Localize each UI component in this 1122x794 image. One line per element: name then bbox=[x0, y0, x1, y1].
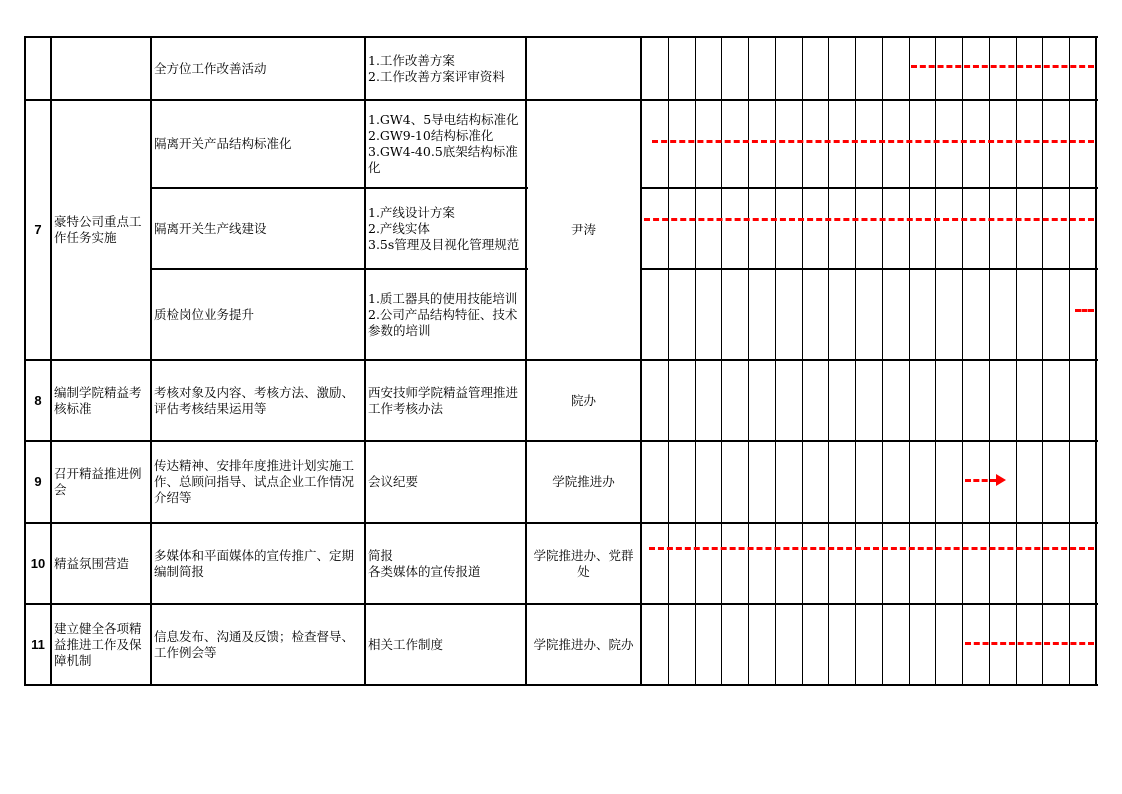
period-gridline bbox=[855, 37, 856, 685]
task-name-text: 编制学院精益考核标准 bbox=[54, 384, 142, 416]
schedule-bar-qc-training bbox=[1075, 309, 1094, 312]
row-border bbox=[25, 36, 1098, 38]
task-name bbox=[51, 441, 151, 523]
row-border bbox=[25, 684, 1098, 686]
work-content-text: 全方位工作改善活动 bbox=[154, 60, 267, 76]
deliverable-text: 1.GW4、5导电结构标准化 2.GW9-10结构标准化 3.GW4-40.5底架结构标准化 bbox=[368, 112, 519, 175]
schedule-bar-improvement bbox=[911, 65, 1094, 68]
work-content bbox=[151, 37, 365, 100]
task-name bbox=[51, 604, 151, 685]
row-number bbox=[25, 37, 51, 100]
owner bbox=[526, 441, 641, 523]
deliverable bbox=[365, 269, 526, 360]
deliverable-text: 相关工作制度 bbox=[368, 636, 444, 652]
work-content-text: 隔离开关生产线建设 bbox=[154, 220, 267, 236]
owner-text: 学院推进办 bbox=[552, 474, 615, 489]
period-gridline bbox=[882, 37, 883, 685]
column-border bbox=[525, 36, 527, 686]
deliverable bbox=[365, 100, 526, 188]
owner-text: 学院推进办、院办 bbox=[533, 636, 634, 652]
row-border bbox=[25, 359, 1098, 361]
deliverable bbox=[365, 37, 526, 100]
work-content bbox=[151, 360, 365, 441]
deliverable-text: 1.质工器具的使用技能培训 2.公司产品结构特征、技术参数的培训 bbox=[368, 290, 518, 338]
work-content-text: 传达精神、安排年度推进计划实施工作、总顾问指导、试点企业工作情况介绍等 bbox=[154, 458, 355, 505]
work-content bbox=[151, 100, 365, 188]
owner bbox=[526, 37, 641, 100]
period-gridline bbox=[828, 37, 829, 685]
row-number bbox=[25, 604, 51, 685]
deliverable-text: 1.产线设计方案 2.产线实体 3.5s管理及目视化管理规范 bbox=[368, 204, 520, 252]
task-name-text: 豪特公司重点工作任务实施 bbox=[54, 214, 142, 245]
schedule-bar-mechanisms bbox=[965, 642, 1094, 645]
period-gridline bbox=[802, 37, 803, 685]
arrowhead-icon bbox=[996, 474, 1006, 486]
owner bbox=[526, 523, 641, 604]
schedule-bar-atmosphere bbox=[649, 547, 1094, 550]
schedule-bar-production-line bbox=[644, 218, 1094, 221]
deliverable bbox=[365, 360, 526, 441]
work-content bbox=[151, 523, 365, 604]
deliverable bbox=[365, 523, 526, 604]
row-number bbox=[25, 523, 51, 604]
row-border bbox=[151, 268, 528, 270]
row-number-text: 10 bbox=[30, 555, 46, 571]
deliverable-text: 会议纪要 bbox=[368, 474, 419, 489]
period-gridline bbox=[909, 37, 910, 685]
owner-text: 尹涛 bbox=[570, 222, 596, 237]
deliverable-text: 西安技师学院精益管理推进工作考核办法 bbox=[368, 384, 519, 416]
row-border bbox=[641, 268, 1098, 270]
column-border bbox=[150, 36, 152, 686]
owner-text: 学院推进办、党群处 bbox=[533, 547, 634, 579]
schedule-bar-promotion-meeting bbox=[965, 479, 996, 482]
row-border bbox=[25, 440, 1098, 442]
task-name-text: 精益氛围营造 bbox=[54, 555, 130, 571]
period-gridline bbox=[775, 37, 776, 685]
period-gridline bbox=[962, 37, 963, 685]
period-gridline bbox=[721, 37, 722, 685]
task-name bbox=[51, 37, 151, 100]
period-gridline bbox=[748, 37, 749, 685]
task-name-text: 建立健全各项精益推进工作及保障机制 bbox=[54, 620, 142, 668]
row-number-text: 9 bbox=[34, 474, 42, 489]
deliverable-text: 简报 各类媒体的宣传报道 bbox=[368, 547, 481, 579]
row-border bbox=[641, 187, 1098, 189]
row-number bbox=[25, 441, 51, 523]
owner bbox=[526, 604, 641, 685]
period-gridline bbox=[1042, 37, 1043, 685]
deliverable bbox=[365, 188, 526, 269]
period-gridline bbox=[695, 37, 696, 685]
work-content-text: 多媒体和平面媒体的宣传推广、定期编制简报 bbox=[154, 547, 355, 579]
row-number bbox=[25, 100, 51, 360]
period-gridline bbox=[668, 37, 669, 685]
task-name bbox=[51, 100, 151, 360]
period-gridline bbox=[1016, 37, 1017, 685]
work-content-text: 质检岗位业务提升 bbox=[154, 306, 255, 322]
deliverable-text: 1.工作改善方案 2.工作改善方案评审资料 bbox=[368, 52, 505, 84]
schedule-table bbox=[25, 37, 1096, 684]
work-content bbox=[151, 604, 365, 685]
row-number-text: 8 bbox=[34, 392, 42, 408]
owner bbox=[526, 100, 641, 360]
work-content bbox=[151, 269, 365, 360]
row-border bbox=[25, 603, 1098, 605]
row-number-text: 11 bbox=[31, 636, 45, 652]
deliverable bbox=[365, 441, 526, 523]
column-border bbox=[50, 36, 52, 686]
column-border bbox=[640, 36, 642, 686]
row-number bbox=[25, 360, 51, 441]
work-content-text: 考核对象及内容、考核方法、激励、评估考核结果运用等 bbox=[154, 384, 355, 416]
task-name-text: 召开精益推进例会 bbox=[54, 466, 142, 497]
row-border bbox=[25, 99, 1098, 101]
schedule-bar-standardization bbox=[652, 140, 1094, 143]
work-content-text: 信息发布、沟通及反馈；检查督导、工作例会等 bbox=[154, 628, 355, 660]
owner-text: 院办 bbox=[570, 392, 596, 408]
row-border bbox=[25, 522, 1098, 524]
column-border bbox=[24, 36, 26, 686]
deliverable bbox=[365, 604, 526, 685]
owner bbox=[526, 360, 641, 441]
column-border bbox=[364, 36, 366, 686]
work-content-text: 隔离开关产品结构标准化 bbox=[154, 136, 292, 151]
column-border bbox=[1095, 36, 1097, 686]
period-gridline bbox=[989, 37, 990, 685]
row-number-text: 7 bbox=[34, 222, 42, 237]
period-gridline bbox=[1069, 37, 1070, 685]
row-border bbox=[151, 187, 528, 189]
task-name bbox=[51, 360, 151, 441]
task-name bbox=[51, 523, 151, 604]
period-gridline bbox=[935, 37, 936, 685]
work-content bbox=[151, 441, 365, 523]
work-content bbox=[151, 188, 365, 269]
